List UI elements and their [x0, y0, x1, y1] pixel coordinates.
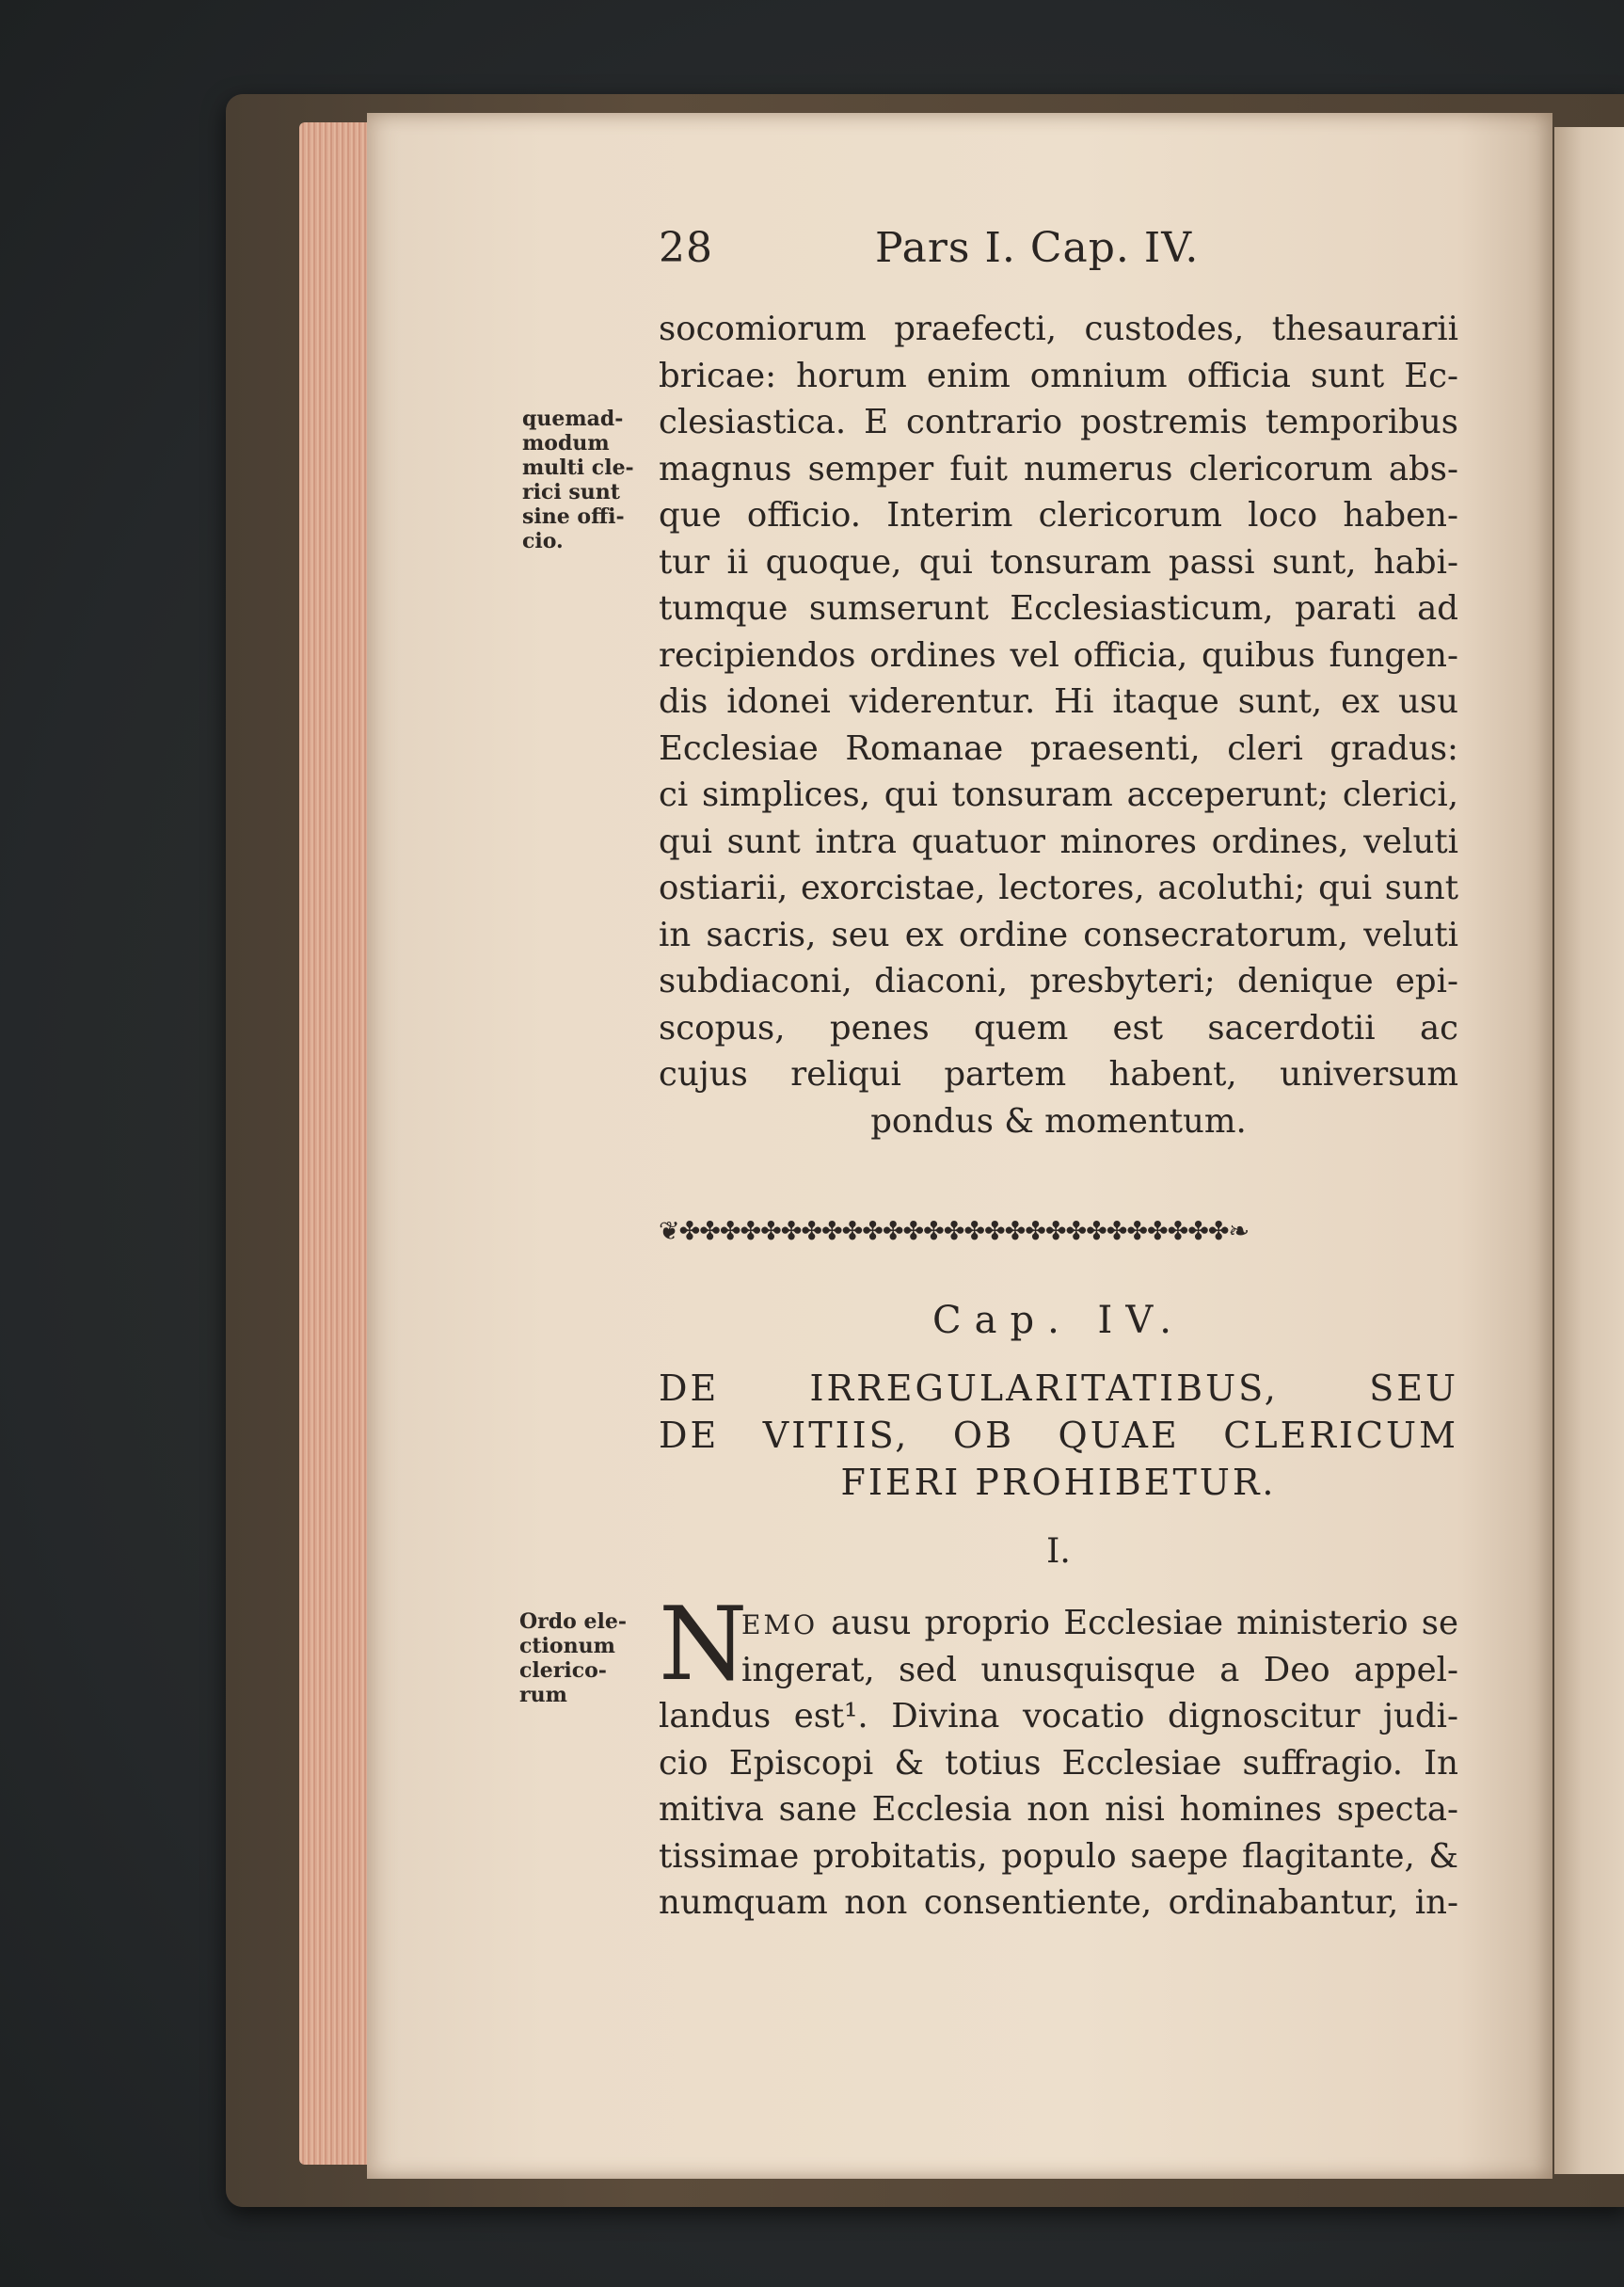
paragraph-1 [659, 306, 1458, 1144]
text-line: Ecclesiae Romanae praesenti, cleri gradus: [659, 728, 1458, 768]
text-line: tur ii quoque, qui tonsuram passi sunt, habi- [659, 542, 1458, 582]
text-line [659, 1600, 1458, 1647]
text-line: numquam non consentiente, ordinabantur, in- [659, 1883, 1458, 1922]
chapter-label: Cap. IV. [932, 1299, 1185, 1342]
text-line: que officio. Interim clericorum loco haben- [659, 496, 1458, 535]
margin-note-line: quemad- [522, 407, 624, 431]
text-line: landus est¹. Divina vocatio dignoscitur judi- [659, 1697, 1458, 1735]
margin-note-line: clerico- [519, 1658, 607, 1683]
text-line: cujus reliqui partem habent, universum [659, 1055, 1458, 1094]
drop-cap: N [659, 1586, 748, 1703]
text-line: ci simplices, qui tonsuram acceperunt; clerici, [659, 776, 1458, 814]
margin-note-line: rum [519, 1683, 567, 1707]
text-line: bricae: horum enim omnium officia sunt Ec- [659, 356, 1458, 395]
text-line: socomiorum praefecti, custodes, thesaurarii [659, 310, 1458, 348]
text-line: in sacris, seu ex ordine consecratorum, veluti [659, 915, 1458, 954]
margin-note-line: sine offi- [522, 504, 625, 529]
chapter-title-line: DE VITIIS, OB QUAE CLERICUM [659, 1415, 1458, 1456]
margin-note-line: multi cle- [522, 456, 634, 480]
chapter-title-line: FIERI PROHIBETUR. [840, 1462, 1277, 1503]
running-head [659, 224, 1280, 290]
section-number: I. [1046, 1532, 1071, 1571]
margin-note-line: ctionum [519, 1634, 615, 1658]
text-line-rest: ausu proprio Ecclesiae ministerio se [831, 1604, 1458, 1642]
text-line-last: pondus & momentum. [870, 1101, 1247, 1141]
running-title: Pars I. Cap. IV. [875, 224, 1200, 272]
text-line: magnus semper fuit numerus clericorum abs- [659, 449, 1458, 488]
text-line: scopus, penes quem est sacerdotii ac [659, 1008, 1458, 1048]
text-line: tissimae probitatis, populo saepe flagitante, & [659, 1836, 1458, 1876]
margin-note-line: Ordo ele- [519, 1609, 627, 1634]
ornament-divider: ❦✤✤✤✤✤✤✤✤✤✤✤✤✤✤✤✤✤✤✤✤✤✤✤✤✤✤✤❧ [659, 1217, 1250, 1246]
margin-note-line: modum [522, 431, 610, 456]
margin-note-2 [519, 1609, 632, 1707]
margin-note-1 [522, 407, 635, 553]
text-line: cio Episcopi & totius Ecclesiae suffragio. In [659, 1743, 1458, 1783]
first-word: EMO [741, 1609, 819, 1640]
paragraph-2 [659, 1586, 1458, 1927]
text-line: recipiendos ordines vel officia, quibus fungen- [659, 635, 1458, 675]
text-line: clesiastica. E contrario postremis temporibus [659, 403, 1458, 441]
page-edges [299, 122, 374, 2165]
text-line: subdiaconi, diaconi, presbyteri; denique epi- [659, 962, 1458, 1000]
text-line: dis idonei viderentur. Hi itaque sunt, ex usu [659, 682, 1458, 721]
text-line: tumque sumserunt Ecclesiasticum, parati ad [659, 589, 1458, 628]
text-line: qui sunt intra quatuor minores ordines, veluti [659, 822, 1458, 861]
facing-page-edge [1554, 127, 1624, 2174]
margin-note-line: rici sunt [522, 480, 620, 504]
margin-note-line: cio. [522, 529, 564, 553]
chapter-title-line: DE IRREGULARITATIBUS, SEU [659, 1367, 1458, 1409]
text-line: ingerat, sed unusquisque a Deo appel- [741, 1650, 1458, 1689]
text-line: ostiarii, exorcistae, lectores, acoluthi; qui sunt [659, 869, 1458, 907]
page-number: 28 [659, 224, 713, 272]
chapter-title [659, 1365, 1458, 1506]
text-line: mitiva sane Ecclesia non nisi homines specta- [659, 1790, 1458, 1829]
